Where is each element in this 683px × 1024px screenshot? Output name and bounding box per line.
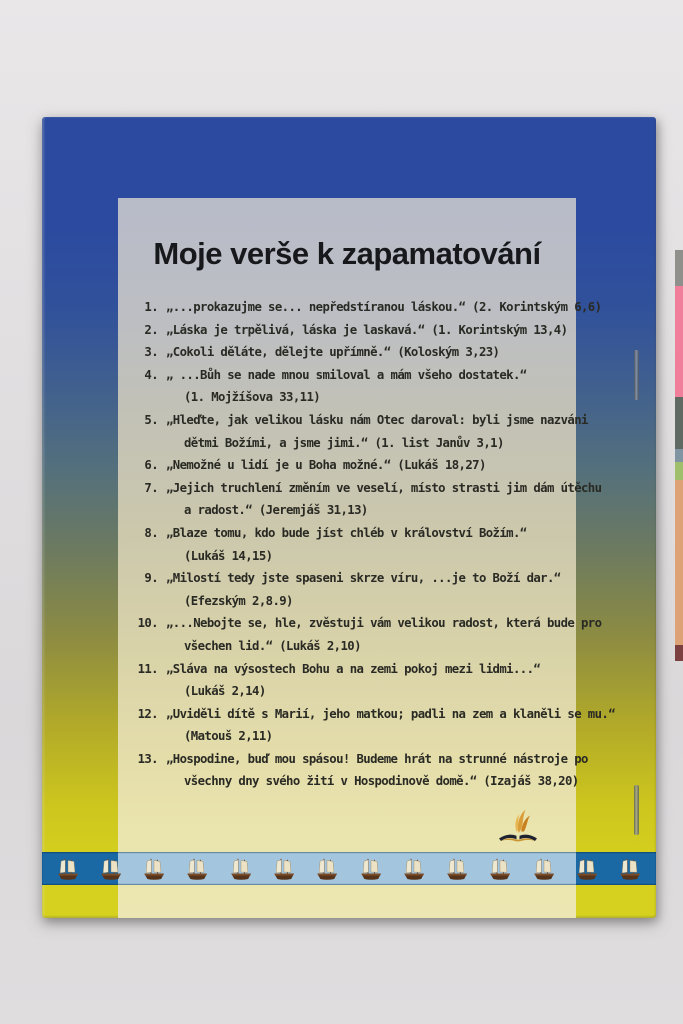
- verse-line: „Blaze tomu, kdo bude jíst chléb v království Božím.“: [166, 525, 527, 540]
- verse-list: [118, 296, 616, 793]
- ship-border-band: [42, 852, 656, 885]
- verse-lines: [158, 477, 601, 522]
- verse-number: 13.: [137, 751, 158, 766]
- verse-lines: [158, 409, 588, 454]
- background-strip-orange: [675, 480, 683, 645]
- verse-item: [130, 319, 568, 342]
- verse-line: „ ...Bůh se nade mnou smiloval a mám všeho dostatek.“: [166, 367, 527, 382]
- sailboat-icon: [445, 856, 469, 882]
- verse-lines: [158, 567, 561, 612]
- sailboat-icon: [359, 856, 383, 882]
- verse-item: [130, 409, 588, 454]
- background-strip-darkred: [675, 645, 683, 661]
- sailboat-icon: [402, 856, 426, 882]
- verses-panel: [118, 198, 616, 918]
- verse-lines: [158, 319, 567, 342]
- verse-lines: [158, 658, 540, 703]
- verse-item: [130, 567, 568, 612]
- verse-number: 9.: [144, 571, 158, 586]
- verse-item: [130, 341, 568, 364]
- sailboat-icon: [272, 856, 296, 882]
- verse-item: [130, 364, 568, 409]
- verse-item: [130, 748, 588, 793]
- verse-lines: [158, 296, 601, 319]
- verse-lines: [158, 703, 615, 748]
- verse-item: [130, 612, 602, 657]
- verse-number: 4.: [144, 367, 158, 382]
- verse-line: „Nemožné u lidí je u Boha možné.“ (Lukáš 18,27): [166, 458, 486, 473]
- verse-line: „Cokoli děláte, dělejte upřímně.“ (Koloským 3,23): [166, 345, 500, 360]
- verse-line: „...Nebojte se, hle, zvěstuji vám velikou radost, která bude pro: [166, 616, 602, 631]
- verse-lines: [158, 454, 486, 477]
- verse-number: 2.: [144, 322, 158, 337]
- verse-line: a radost.“ (Jeremjáš 31,13): [184, 503, 368, 518]
- sailboat-icon: [488, 856, 512, 882]
- verse-line: „Jejich truchlení změním ve veselí, místo strasti jim dám útěchu: [166, 480, 602, 495]
- background-strip-bluegray: [675, 449, 683, 462]
- background-strip-pink: [675, 286, 683, 397]
- verse-lines: [158, 612, 601, 657]
- verse-number: 3.: [144, 345, 158, 360]
- booklet-cover: [42, 117, 656, 918]
- verse-line: „Sláva na výsostech Bohu a na zemi pokoj mezi lidmi...“: [166, 661, 541, 676]
- verse-number: 12.: [137, 706, 158, 721]
- sailboat-icon: [315, 856, 339, 882]
- background-strip-green: [675, 462, 683, 480]
- sailboat-icon: [575, 856, 599, 882]
- verse-line: (Lukáš 14,15): [184, 548, 273, 563]
- verse-line: „Hospodine, buď mou spásou! Budeme hrát na strunné nástroje po: [166, 751, 588, 766]
- sailboat-icon: [99, 856, 123, 882]
- sailboat-icon: [185, 856, 209, 882]
- verse-line: (1. Mojžíšova 33,11): [184, 390, 321, 405]
- verse-item: [130, 658, 568, 703]
- verse-number: 7.: [144, 480, 158, 495]
- verse-line: (Matouš 2,11): [184, 729, 273, 744]
- staple-bottom: [634, 785, 639, 835]
- verse-item: [130, 703, 616, 748]
- sailboat-icon: [532, 856, 556, 882]
- staple-top: [634, 350, 639, 400]
- background-strip-slate: [675, 397, 683, 449]
- verse-item: [130, 454, 568, 477]
- verse-line: (Lukáš 2,14): [184, 684, 266, 699]
- verse-number: 8.: [144, 525, 158, 540]
- sailboat-icon: [142, 856, 166, 882]
- verse-number: 6.: [144, 458, 158, 473]
- verse-lines: [158, 748, 588, 793]
- sailboat-icon: [618, 856, 642, 882]
- verse-number: 5.: [144, 412, 158, 427]
- verse-number: 1.: [144, 300, 158, 314]
- verse-lines: [158, 341, 499, 364]
- verse-item: [130, 522, 568, 567]
- verse-line: „Milostí tedy jste spaseni skrze víru, ...je to Boží dar.“: [166, 571, 561, 586]
- ship-band-row: [42, 852, 656, 885]
- verse-line: (Efezským 2,8.9): [184, 593, 293, 608]
- sailboat-icon: [56, 856, 80, 882]
- verse-lines: [158, 522, 527, 567]
- verse-item: [130, 477, 602, 522]
- verse-line: všechen lid.“ (Lukáš 2,10): [184, 638, 361, 653]
- verse-line: dětmi Božími, a jsme jimi.“ (1. list Janův 3,1): [184, 435, 504, 450]
- verse-line: „Láska je trpělivá, láska je laskavá.“ (1. Korintským 13,4): [166, 322, 568, 337]
- sailboat-icon: [229, 856, 253, 882]
- verse-line: „Uviděli dítě s Marií, jeho matkou; padli na zem a klaněli se mu.“: [166, 706, 616, 721]
- background-strip-gray: [675, 250, 683, 286]
- verse-line: všechny dny svého žití v Hospodinově domě.“ (Izajáš 38,20): [184, 774, 579, 789]
- verse-line: „...prokazujme se... nepředstíranou láskou.“ (2. Korintským 6,6): [166, 300, 602, 314]
- verse-number: 10.: [137, 616, 158, 631]
- verse-number: 11.: [137, 661, 158, 676]
- page-title: Moje verše k zapamatování: [153, 236, 541, 271]
- verse-line: „Hleďte, jak velikou lásku nám Otec daroval: byli jsme nazváni: [166, 412, 588, 427]
- verse-item: [130, 296, 602, 319]
- verse-lines: [158, 364, 527, 409]
- adventist-open-book-flame-logo: [496, 806, 540, 846]
